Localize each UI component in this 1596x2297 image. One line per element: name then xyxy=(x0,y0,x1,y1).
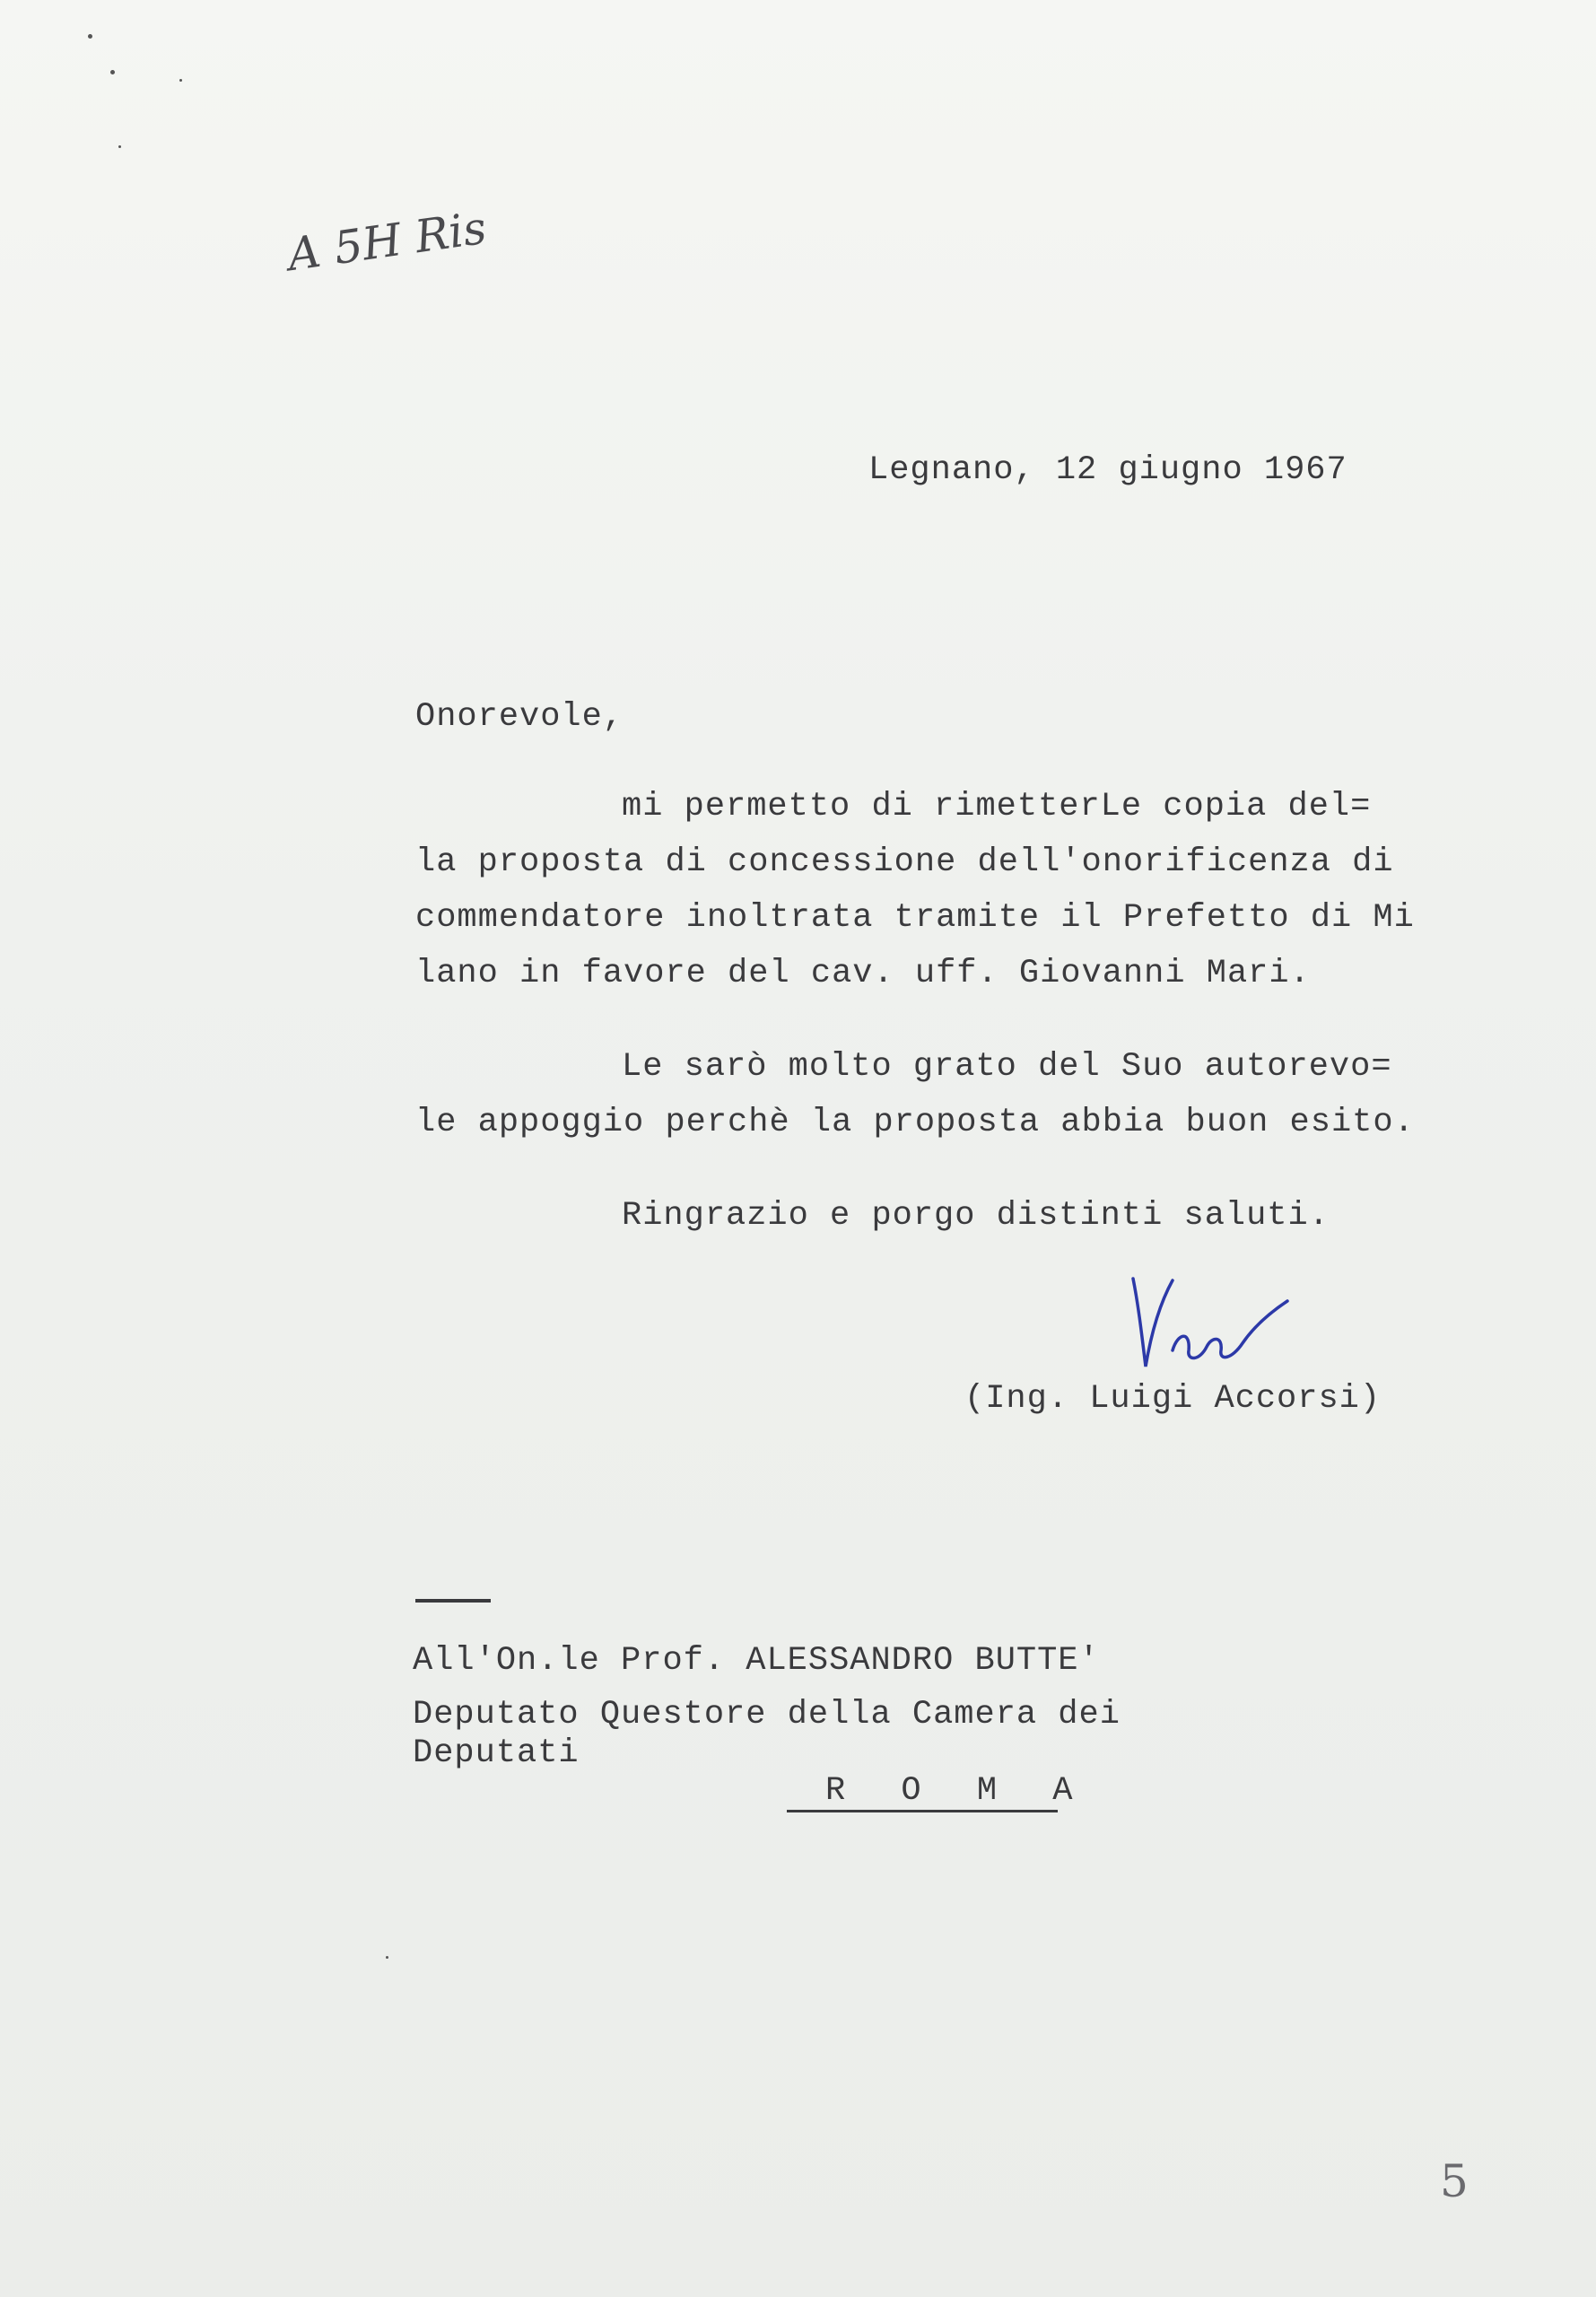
recipient-city: R O M A xyxy=(825,1772,1091,1810)
recipient-line: Deputati xyxy=(413,1734,580,1772)
date-line: Legnano, 12 giugno 1967 xyxy=(868,451,1347,489)
body-line: Le sarò molto grato del Suo autorevo= xyxy=(622,1048,1392,1086)
city-underline xyxy=(787,1810,1058,1812)
recipient-line: All'On.le Prof. ALESSANDRO BUTTE' xyxy=(413,1642,1100,1680)
page-number: 5 xyxy=(1440,2155,1469,2207)
recipient-line: Deputato Questore della Camera dei xyxy=(413,1696,1121,1734)
speck-mark xyxy=(179,79,182,82)
salutation: Onorevole, xyxy=(415,698,624,736)
signature-scribble xyxy=(1126,1261,1292,1377)
body-line: commendatore inoltrata tramite il Prefetto di Mi xyxy=(415,899,1415,937)
speck-mark xyxy=(110,70,115,74)
body-line: mi permetto di rimetterLe copia del= xyxy=(622,788,1372,825)
speck-mark xyxy=(88,34,92,39)
body-line: le appoggio perchè la proposta abbia buon esito. xyxy=(415,1104,1415,1141)
speck-mark xyxy=(386,1956,388,1959)
separator-rule xyxy=(415,1599,491,1603)
body-line: la proposta di concessione dell'onorificenza di xyxy=(415,843,1394,881)
body-line: lano in favore del cav. uff. Giovanni Mari. xyxy=(415,955,1311,992)
speck-mark xyxy=(118,145,121,148)
closing-line: Ringrazio e porgo distinti saluti. xyxy=(622,1197,1330,1235)
signatory-name: (Ing. Luigi Accorsi) xyxy=(964,1380,1382,1418)
handwritten-note: A 5H Ris xyxy=(284,201,490,282)
